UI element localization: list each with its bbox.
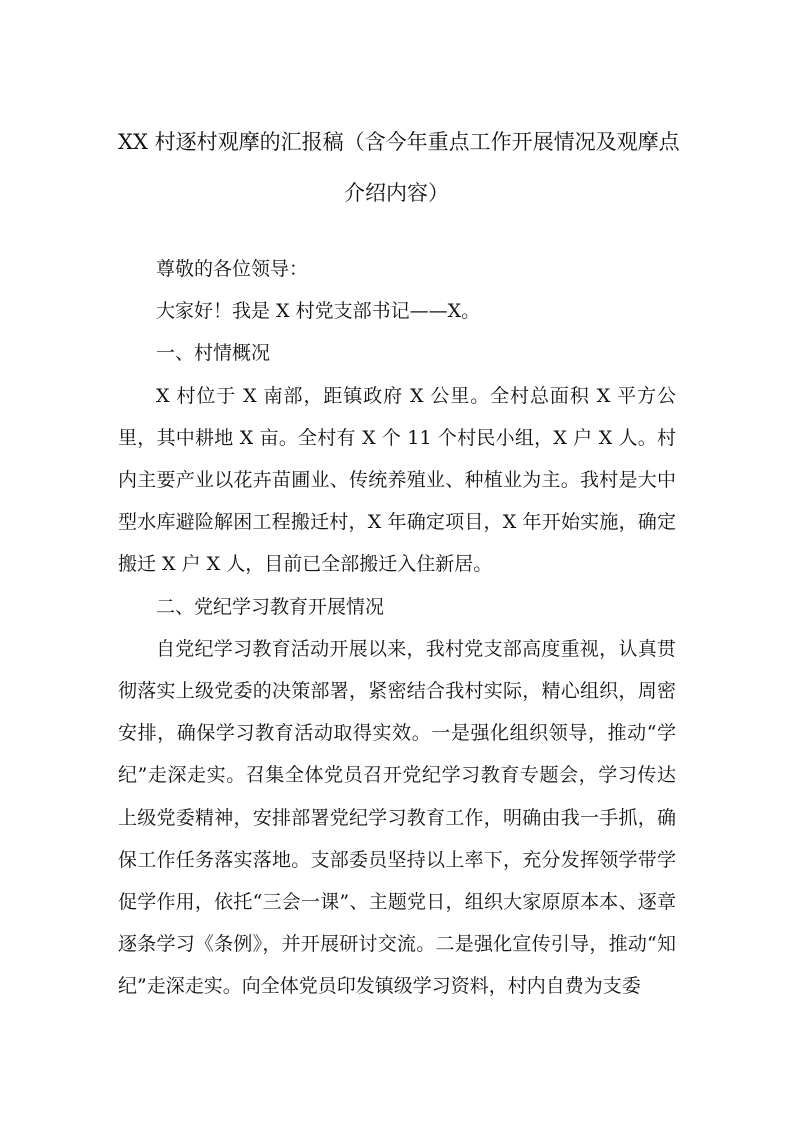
greeting: 大家好！我是 X 村党支部书记——X。 — [156, 300, 481, 323]
document-body — [118, 248, 676, 1008]
section-1-heading: 一、村情概况 — [156, 342, 271, 365]
salutation: 尊敬的各位领导： — [156, 258, 309, 280]
section-2-heading: 二、党纪学习教育开展情况 — [156, 595, 385, 618]
document-title-line-2: 介绍内容） — [344, 181, 449, 205]
section-1-paragraph: X 村位于 X 南部，距镇政府 X 公里。全村总面积 X 平方公里，其中耕地 X 亩。全村有 X 个 11 个村民小组，X 户 X 人。村内主要产业以花卉苗圃业、传统养殖业、种植业为主。我村是大中型水库避险解困工程搬迁村，X 年确定项目，X 年开始实施，确定搬迁 X 户 X 人，目前已全部搬迁入住新居。 — [118, 384, 676, 576]
document-title-line-1: XX 村逐村观摩的汇报稿（含今年重点工作开展情况及观摩点 — [118, 130, 680, 154]
section-2-paragraph: 自党纪学习教育活动开展以来，我村党支部高度重视，认真贯彻落实上级党委的决策部署，紧密结合我村实际，精心组织，周密安排，确保学习教育活动取得实效。一是强化组织领导，推动“学纪”走深走实。召集全体党员召开党纪学习教育专题会，学习传达上级党委精神，安排部署党纪学习教育工作，明确由我一手抓，确保工作任务落实落地。支部委员坚持以上率下，充分发挥领学带学促学作用，依托“三会一课”、主题党日，组织大家原原本本、逐章逐条学习《条例》，并开展研讨交流。二是强化宣传引导，推动“知纪”走深走实。向全体党员印发镇级学习资料，村内自费为支委 — [118, 637, 676, 998]
